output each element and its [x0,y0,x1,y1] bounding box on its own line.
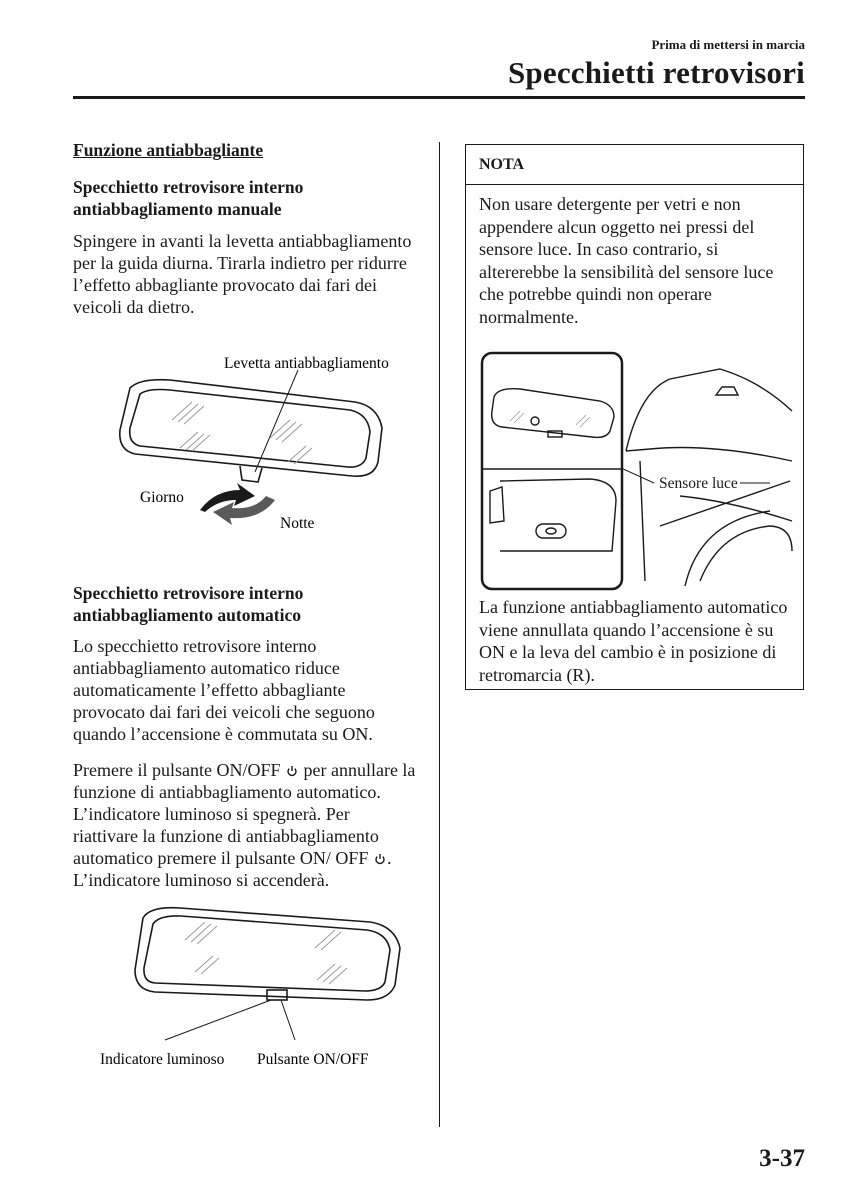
auto-subheading: Specchietto retrovisore interno antiabbagliamento automatico [73,583,304,625]
nota-caption: La funzione antiabbagliamento automatico viene annullata quando l’accensione è su ON e la leva del cambio è in posizione di retromarcia (R). [479,597,788,685]
auto-text: Lo specchietto retrovisore interno antiabbagliamento automatico riduce automaticamente l’effetto abbagliante provocato dai fari dei veicoli che seguono quando l’accensione è commutata su ON. [73,636,375,744]
nota-box [465,144,804,690]
section-label: Prima di mettersi in marcia [651,37,805,52]
manual-mirror-figure [100,350,420,540]
nota-header [466,145,803,185]
power-icon [374,853,386,865]
power-icon [286,765,298,777]
section-heading: Funzione antiabbagliante [73,140,264,160]
column-divider [439,142,440,1127]
nota-text: Non usare detergente per vetri e non appendere alcun oggetto nei pressi del sensore luce. In caso contrario, si altererebbe la sensibilità del sensore luce che potrebbe quindi non operare normalmente. [479,194,774,327]
light-sensor-figure [480,351,792,591]
mirror-housing [135,908,400,1000]
nota-label: NOTA [479,156,525,173]
manual-text: Spingere in avanti la levetta antiabbagliamento per la guida diurna. Tirarla indietro per ridurre l’effetto abbagliante provocato dai fari dei veicoli da dietro. [73,231,412,317]
auto-onoff-text-part2: per annullare la funzione di antiabbagliamento automatico. L’indicatore luminoso si spegnerà. Per riattivare la funzione di antiabbagliamento automatico premere il pulsante ON/ OFF [73,760,416,868]
auto-mirror-figure [95,900,415,1075]
mirror-housing [120,380,382,477]
lever-label: Levetta antiabbagliamento [224,355,389,372]
inset-frame [482,353,622,589]
page-number: 3-37 [759,1145,805,1172]
title-rule [73,96,805,99]
page-title: Specchietti retrovisori [507,55,805,90]
manual-subheading: Specchietto retrovisore interno antiabbagliamento manuale [73,177,304,219]
day-label: Giorno [140,489,184,506]
auto-onoff-text-part3: . L’indicatore luminoso si accenderà. [73,848,392,890]
indicator-and-button [267,990,287,1000]
indicator-label: Indicatore luminoso [100,1051,225,1068]
night-label: Notte [280,515,315,532]
sensor-label: Sensore luce [659,475,738,492]
mirror-glass [144,916,390,991]
button-label: Pulsante ON/OFF [257,1051,369,1068]
auto-onoff-text [73,759,418,891]
mirror-glass [130,390,370,468]
auto-onoff-text-part1: Premere il pulsante ON/OFF [73,760,281,780]
windshield-sensor [716,387,738,395]
